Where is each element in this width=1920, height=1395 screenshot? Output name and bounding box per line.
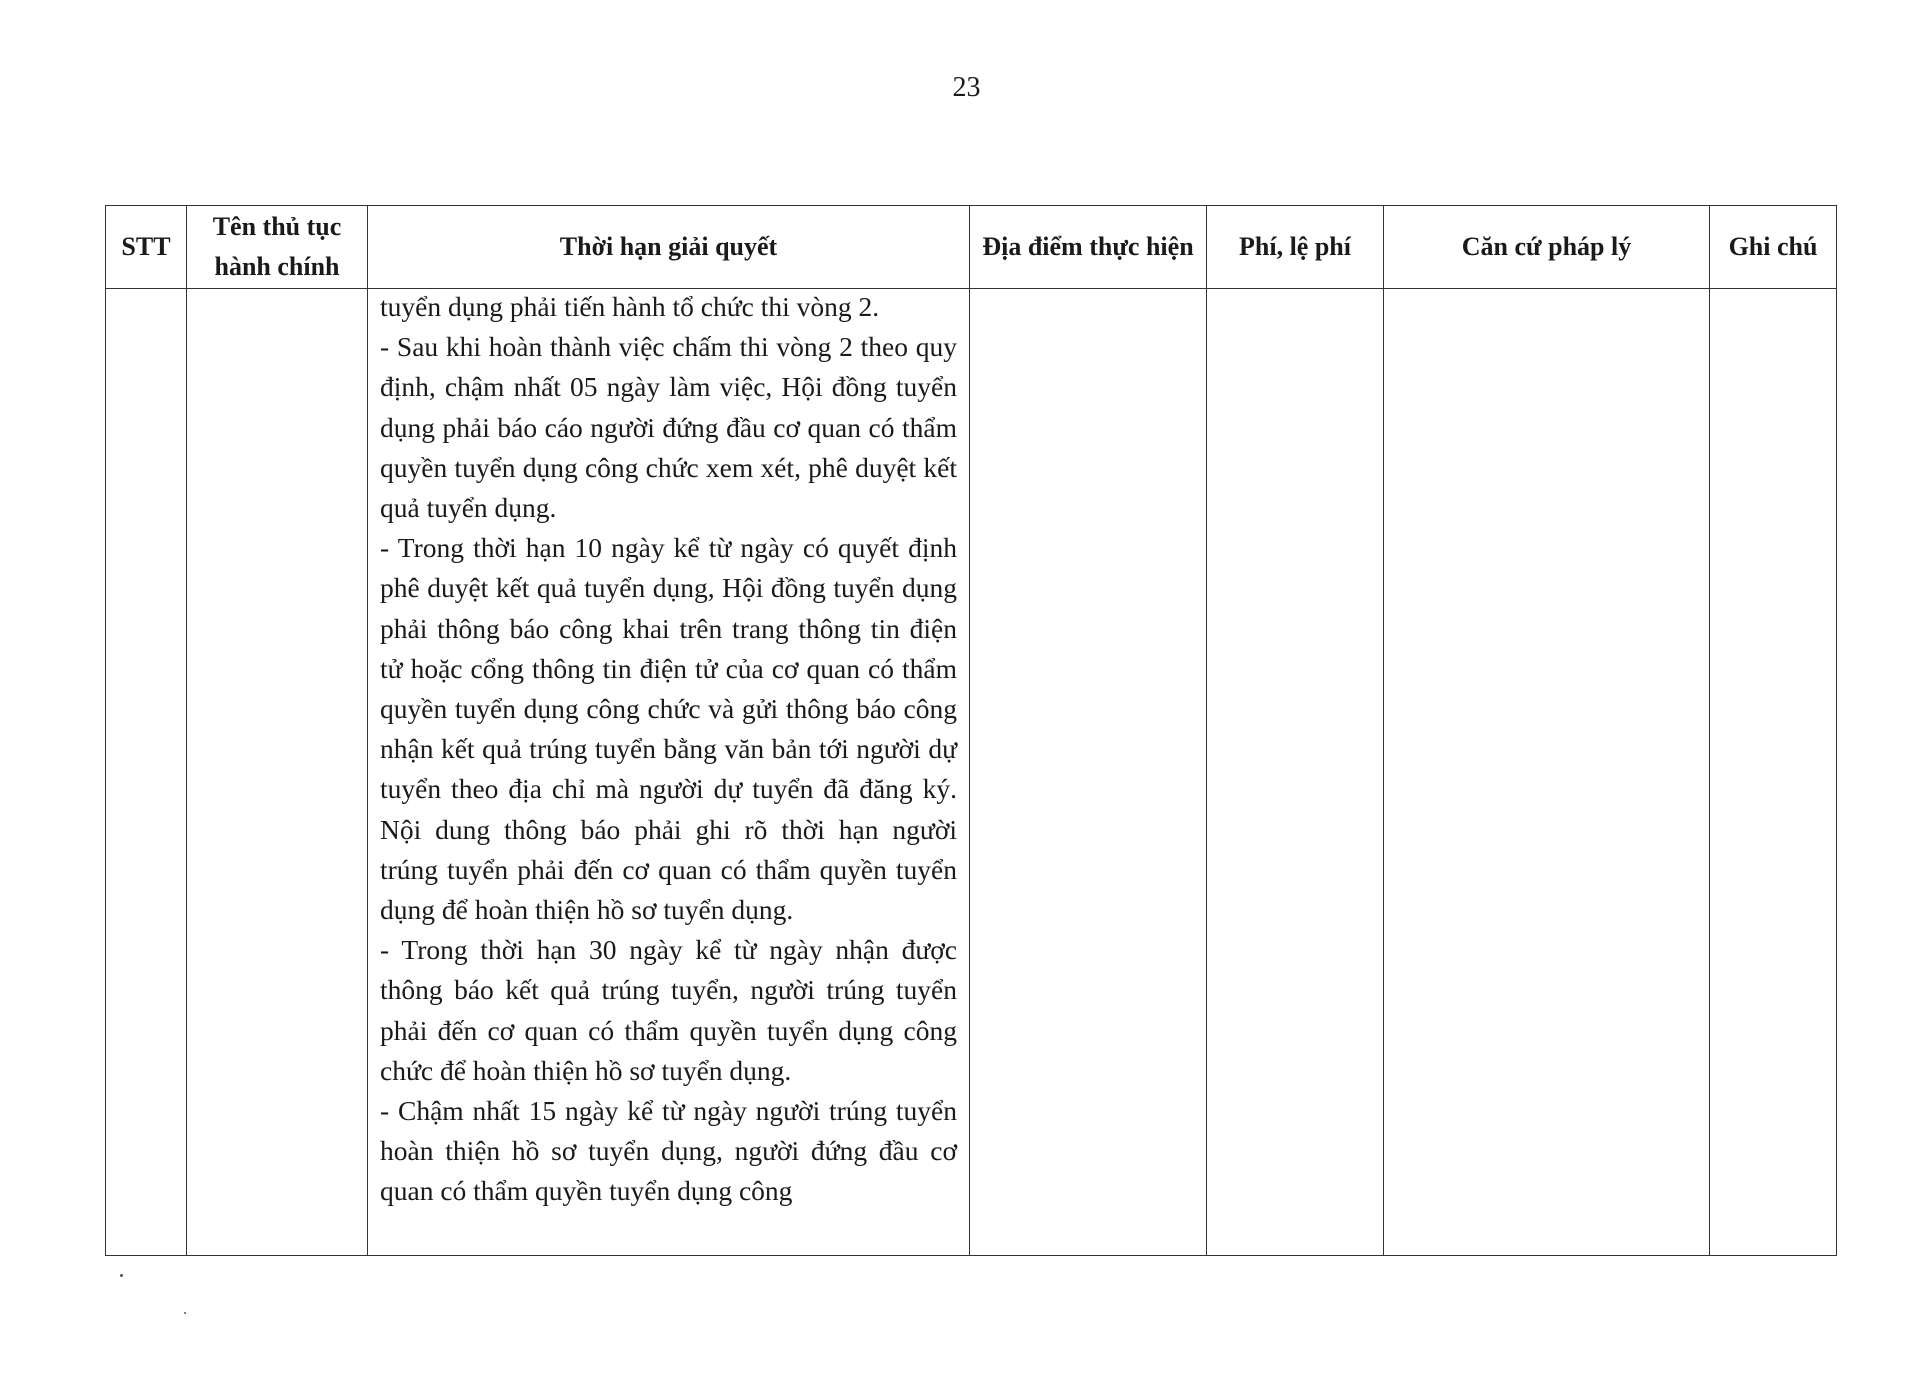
thoi-han-paragraph: - Trong thời hạn 30 ngày kể từ ngày nhận được thông báo kết quả trúng tuyển, người trúng tuyển phải đến cơ quan có thẩm quyền tuyển dụng công chức để hoàn thiện hồ sơ tuyển dụng. (380, 934, 957, 1086)
header-stt: STT (106, 206, 187, 289)
scan-speck (120, 1274, 123, 1277)
cell-phi-le-phi (1207, 289, 1384, 1256)
cell-can-cu (1384, 289, 1710, 1256)
thoi-han-paragraph: - Sau khi hoàn thành việc chấm thi vòng 2 theo quy định, chậm nhất 05 ngày làm việc, Hội đồng tuyển dụng phải báo cáo người đứng đầu cơ quan có thẩm quyền tuyển dụng công chức xem xét, phê duyệt kết quả tuyển dụng. (380, 331, 957, 524)
thoi-han-paragraph: - Trong thời hạn 10 ngày kể từ ngày có quyết định phê duyệt kết quả tuyển dụng, Hội đồng tuyển dụng phải thông báo công khai trên trang thông tin điện tử hoặc cổng thông tin điện tử của cơ quan có thẩm quyền tuyển dụng công chức và gửi thông báo công nhận kết quả trúng tuyển bằng văn bản tới người dự tuyển theo địa chỉ mà người dự tuyển đã đăng ký. Nội dung thông báo phải ghi rõ thời hạn người trúng tuyển phải đến cơ quan có thẩm quyền tuyển dụng để hoàn thiện hồ sơ tuyển dụng. (380, 532, 957, 926)
cell-ghi-chu (1710, 289, 1837, 1256)
cell-stt (106, 289, 187, 1256)
scan-speck (184, 1312, 186, 1314)
header-dia-diem: Địa điểm thực hiện (970, 206, 1207, 289)
thoi-han-text (368, 287, 969, 1212)
procedure-table (105, 205, 1837, 1256)
header-ten-thu-tuc: Tên thủ tục hành chính (187, 206, 368, 289)
thoi-han-paragraph: tuyển dụng phải tiến hành tổ chức thi vòng 2. (380, 291, 880, 322)
cell-ten-thu-tuc (187, 289, 368, 1256)
page-number: 23 (952, 72, 981, 103)
thoi-han-paragraph: - Chậm nhất 15 ngày kể từ ngày người trúng tuyển hoàn thiện hồ sơ tuyển dụng, người đứng đầu cơ quan có thẩm quyền tuyển dụng công (380, 1095, 957, 1207)
table-header-row (106, 206, 1837, 289)
header-thoi-han: Thời hạn giải quyết (368, 206, 970, 289)
header-phi-le-phi: Phí, lệ phí (1207, 206, 1384, 289)
header-ghi-chu: Ghi chú (1710, 206, 1837, 289)
cell-dia-diem (970, 289, 1207, 1256)
header-can-cu: Căn cứ pháp lý (1384, 206, 1710, 289)
cell-thoi-han (368, 289, 970, 1256)
table-row (106, 289, 1837, 1256)
